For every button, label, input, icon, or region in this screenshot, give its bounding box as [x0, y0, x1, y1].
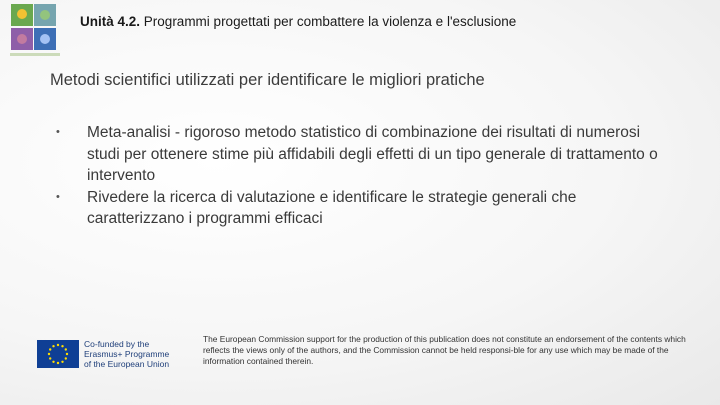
eu-line: of the European Union [84, 359, 170, 369]
unit-label: Unità 4.2. [80, 14, 141, 29]
bullet-text: Rivedere la ricerca di valutazione e identificare le strategie generali che caratterizzano i programmi efficaci [87, 188, 577, 227]
bullet-marker: • [56, 126, 60, 138]
bullet-item [56, 187, 676, 230]
unit-title: Programmi progettati per combattere la violenza e l'esclusione [143, 14, 517, 29]
eu-flag-icon [37, 340, 79, 368]
bullet-item [56, 122, 676, 187]
bullet-marker: • [56, 190, 60, 203]
slide-title: Metodi scientifici utilizzati per identificare le migliori pratiche [50, 71, 485, 89]
unit-header [80, 14, 516, 29]
eu-line: Co-funded by the [84, 339, 150, 349]
eu-line: Erasmus+ Programme [84, 349, 170, 359]
bullet-text: Meta-analisi - rigoroso metodo statistico di combinazione dei risultati di numerosi studi per ottenere stime più affidabili degli effetti di un tipo generale di trattamento o intervento [87, 124, 658, 184]
bullet-list [56, 122, 676, 230]
logo-caption-bar [10, 53, 60, 56]
eu-cofunded-text [84, 339, 169, 369]
project-logo [11, 4, 57, 58]
eu-disclaimer: The European Commission support for the production of this publication does not constitute an endorsement of the contents which reflects the views only of the authors, and the Commission cannot be held responsi-ble for any use which may be made of the information contained therein. [203, 334, 686, 366]
